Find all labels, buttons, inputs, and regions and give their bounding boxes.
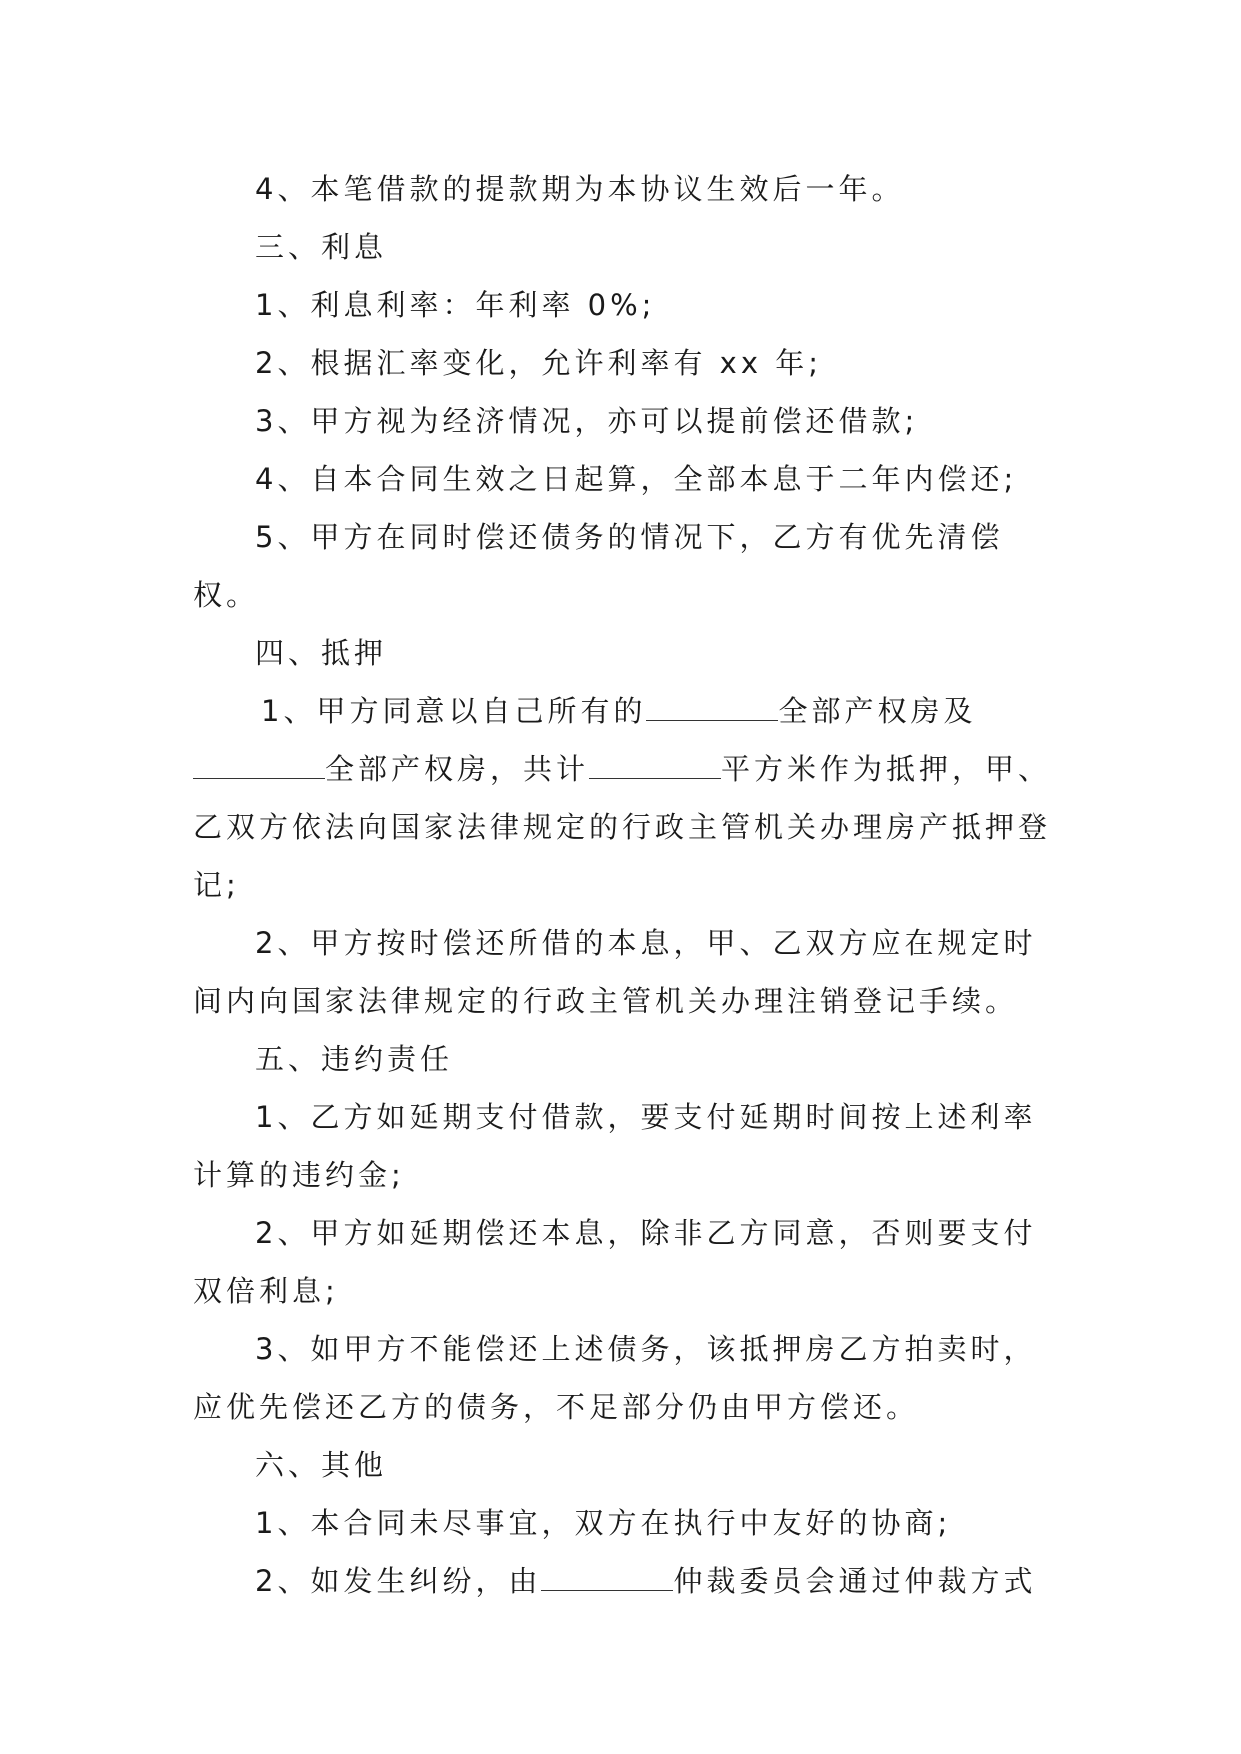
blank-field-3 (589, 750, 721, 779)
blank-field-4 (541, 1562, 673, 1591)
paragraph-default-auction: 3、如甲方不能偿还上述债务，该抵押房乙方拍卖时，应优先偿还乙方的债务，不足部分仍由甲方偿还。 (193, 1332, 1037, 1424)
section-heading-other: 六、其他 (255, 1448, 388, 1482)
paragraph-early-repayment: 3、甲方视为经济情况，亦可以提前偿还借款; (255, 404, 919, 438)
paragraph-negotiation: 1、本合同未尽事宜，双方在执行中友好的协商; (255, 1506, 952, 1540)
paragraph-priority-right: 5、甲方在同时偿还债务的情况下，乙方有优先清偿权。 (193, 520, 1004, 612)
paragraph-exchange-rate: 2、根据汇率变化，允许利率有 xx 年; (255, 346, 822, 380)
paragraph-interest-rate: 1、利息利率：年利率 0%; (255, 288, 656, 322)
mortgage-text-1: 1、甲方同意以自己所有的 (261, 694, 647, 728)
paragraph-mortgage-cancel: 2、甲方按时偿还所借的本息，甲、乙双方应在规定时间内向国家法律规定的行政主管机关办理注销登记手续。 (193, 926, 1037, 1018)
section-heading-interest: 三、利息 (255, 230, 388, 264)
blank-field-2 (193, 750, 325, 779)
document-body (193, 160, 1053, 1610)
paragraph-mortgage-property (193, 682, 1053, 914)
section-heading-mortgage: 四、抵押 (255, 636, 388, 670)
mortgage-text-4: 平方米作为抵押，甲、乙双方依法向国家法律规定的行政主管机关办理房产抵押登记; (193, 752, 1052, 902)
blank-field-1 (646, 692, 778, 721)
paragraph-drawdown-period: 4、本笔借款的提款期为本协议生效后一年。 (255, 172, 905, 206)
arbitration-text-1: 2、如发生纠纷，由 (255, 1564, 542, 1598)
paragraph-late-loan: 1、乙方如延期支付借款，要支付延期时间按上述利率计算的违约金; (193, 1100, 1037, 1192)
mortgage-text-3: 全部产权房，共计 (325, 752, 590, 786)
arbitration-text-2: 仲裁委员会通过仲裁方式 (673, 1564, 1037, 1598)
section-heading-liability: 五、违约责任 (255, 1042, 454, 1076)
paragraph-repayment-term: 4、自本合同生效之日起算，全部本息于二年内偿还; (255, 462, 1018, 496)
paragraph-late-repayment: 2、甲方如延期偿还本息，除非乙方同意，否则要支付双倍利息; (193, 1216, 1037, 1308)
paragraph-arbitration (193, 1552, 1053, 1610)
mortgage-text-2: 全部产权房及 (778, 694, 977, 728)
